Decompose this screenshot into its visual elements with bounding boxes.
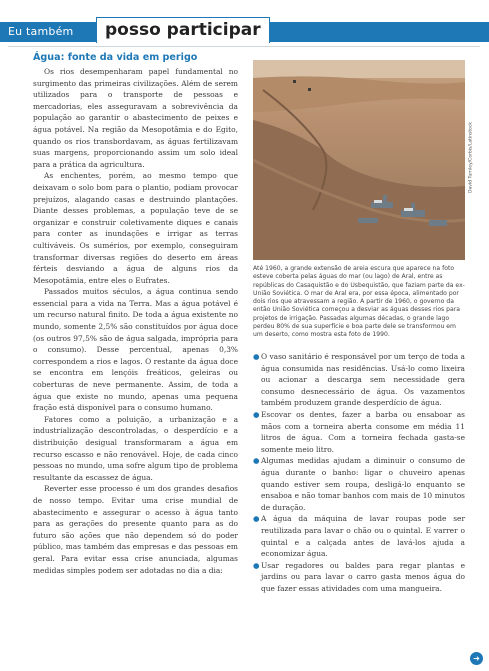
list-item [253,560,465,595]
header-divider [8,46,480,47]
list-item-text: Algumas medidas ajudam a diminuir o consumo de água durante o banho: ligar o chuveiro apenas quando estiver sem roupa, desligá-lo enquanto se ensaboa e não tomar banhos com mais de 10 minutos de duração. [261,456,465,512]
article-paragraph: Reverter esse processo é um dos grandes desafios de nosso tempo. Evitar uma crise mundial de abastecimento e assegurar o acesso à água tanto para as gerações do presente quanto para as do futuro são ações que não dependem só do poder público, mas também das empresas e das pessoas em geral. Para evitar essa crise anunciada, algumas medidas simples podem ser adotadas no dia a dia: [33,484,238,575]
tips-list [253,351,465,594]
list-item-text: A água da máquina de lavar roupas pode ser reutilizada para lavar o chão ou o quintal. E varrer o quintal e a calçada antes de lavá-los ajuda a economizar água. [261,514,465,559]
aral-sea-photo [253,60,465,260]
list-item-text: O vaso sanitário é responsável por um terço de toda a água consumida nas residências. Usá-lo como lixeira ou acionar a descarga sem necessidade gera consumo desnecessário de água. Os vazamentos também produzem grande desperdício de água. [261,352,465,408]
section-eyebrow: Eu também [8,25,74,38]
article-paragraph: Os rios desempenharam papel fundamental no surgimento das primeiras civilizações. Além de serem utilizados para o transporte de pessoas e mercadorias, eles asseguravam a sobrevivência da população ao garantir o abastecimento de peixes e água potável. Na região da Mesopotâmia e do Egito, quando os rios transbordavam, as águas fertilizavam suas margens, proporcionando assim um solo ideal para a prática da agricultura. [33,67,238,169]
photo-credit [466,60,476,260]
photo-caption: Até 1960, a grande extensão de areia escura que aparece na foto esteve coberta pelas águas do mar (ou lago) de Aral, entre as repúblicas do Casaquistão e do Usbequistão, que faziam parte da ex-União Soviética. O mar de Aral era, por essa época, alimentado por dois rios que atravessam a região. A partir de 1960, o governo da então União Soviética começou a desviar as águas desses rios para projetos de irrigação. Passadas algumas décadas, o grande lago perdeu 80% de sua superfície e boa parte dele se transformou em um deserto, como mostra esta foto de 1990. [253,265,465,339]
bullet-icon: ● [253,560,260,570]
bullet-icon: ● [253,409,260,419]
article-paragraph: As enchentes, porém, ao mesmo tempo que deixavam o solo bom para o plantio, podiam provocar prejuízos, alagando casas e destruindo plantações. Diante desses problemas, a população teve de se organizar e construir coletivamente diques e canais para conter as inundações e irrigar as terras cultiváveis. Os sumérios, por exemplo, conseguiram transformar diversas regiões do deserto em áreas férteis desviando a água de alguns rios da Mesopotâmia, entre eles o Eufrates. [33,171,238,285]
list-item-text: Escovar os dentes, fazer a barba ou ensaboar as mãos com a torneira aberta consome em média 11 litros de água. Com a torneira fechada gasta-se somente meio litro. [261,409,465,454]
list-item [253,513,465,559]
bullet-icon: ● [253,352,260,361]
photo-scene [253,60,465,260]
photo-credit-text: David Turnley/Corbis/Latinstock [468,122,474,193]
list-item-text: Usar regadores ou baldes para regar plantas e jardins ou para lavar o carro gasta menos água do que fazer essas atividades com uma mangueira. [261,560,465,593]
arrow-right-icon[interactable]: ➜ [470,652,483,665]
article-column [33,52,238,576]
bullet-icon: ● [253,514,260,524]
list-item [253,409,465,455]
bullet-icon: ● [253,456,260,466]
article-paragraph: Passados muitos séculos, a água continua sendo essencial para a vida na Terra. Mas a água potável é um recurso natural finito. De toda a água existente no mundo, somente 2,5% são constituídos por água doce (os outros 97,5% são de água salgada, imprópria para o consumo). Desse percentual, apenas 0,3% correspondem a rios e lagos. O restante da água doce se encontra em lençóis freáticos, geleiras ou coberturas de neve permanente. Assim, de toda a água que existe no mundo, apenas uma pequena fração está disponível para o consumo humano. [33,287,238,413]
article-title: Água: fonte da vida em perigo [33,52,198,63]
list-item [253,351,465,409]
section-title: posso participar [96,17,270,43]
article-paragraph: Fatores como a poluição, a urbanização e a industrialização descontroladas, o desperdício e a distribuição desigual transformaram a água em recurso escasso e não renovável. Hoje, de cada cinco pessoas no mundo, uma sofre algum tipo de problema resultante da escassez de água. [33,414,238,482]
list-item [253,455,465,513]
